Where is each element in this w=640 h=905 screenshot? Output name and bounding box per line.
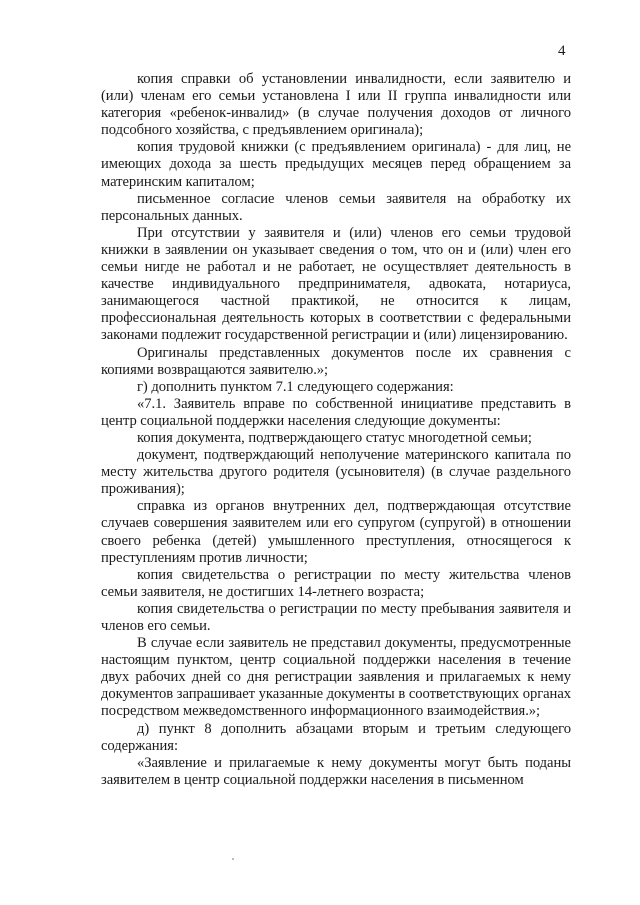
paragraph-item-g: г) дополнить пунктом 7.1 следующего содержания: [137, 378, 454, 395]
paragraph-police-certificate: справка из органов внутренних дел, подтверждающая отсутствие случаев совершения заявителем или его супругом (супругой) в отношении своего ребенка (детей) умышленного преступления, относящегося к преступлениям против личности; [101, 498, 571, 566]
paragraph-residence-registration: копия свидетельства о регистрации по месту жительства членов семьи заявителя, не достигших 14-летнего возраста; [101, 566, 571, 600]
paragraph-disability-certificate: копия справки об установлении инвалидности, если заявителю и (или) членам его семьи установлена I или II группа инвалидности или категория «ребенок-инвалид» (в случае получения доходов от личного подсобного хозяйства, с предъявлением оригинала); [101, 71, 571, 139]
paragraph-consent: письменное согласие членов семьи заявителя на обработку их персональных данных. [101, 190, 571, 224]
document-body [101, 71, 571, 789]
paragraph-absence-of-work-book: При отсутствии у заявителя и (или) членов его семьи трудовой книжки в заявлении он указывает сведения о том, что он и (или) член его семьи нигде не работал и не работает, не осуществляет деятельность в качестве индивидуального предпринимателя, адвоката, нотариуса, занимающегося частной практикой, не относится к лицам, профессиональная деятельность которых в соответствии с федеральными законами подлежит государственной регистрации и (или) лицензированию. [101, 224, 571, 344]
paragraph-application-submission: «Заявление и прилагаемые к нему документы могут быть поданы заявителем в центр социальной поддержки населения в письменном [101, 754, 571, 788]
paragraph-non-receipt-capital: документ, подтверждающий неполучение материнского капитала по месту жительства другого родителя (усыновителя) (в случае раздельного проживания); [101, 447, 571, 498]
paragraph-work-book-copy: копия трудовой книжки (с предъявлением оригинала) - для лиц, не имеющих дохода за шесть предыдущих месяцев перед обращением за материнским капиталом; [101, 139, 571, 190]
paragraph-interagency-request: В случае если заявитель не представил документы, предусмотренные настоящим пунктом, центр социальной поддержки населения в течение двух рабочих дней со дня регистрации заявления и прилагаемых к нему документов запрашивает указанные документы в соответствующих органах посредством межведомственного информационного взаимодействия.»; [101, 635, 571, 720]
scan-speck [232, 858, 234, 860]
paragraph-stay-registration: копия свидетельства о регистрации по месту пребывания заявителя и членов его семьи. [101, 600, 571, 634]
paragraph-large-family-status: копия документа, подтверждающего статус многодетной семьи; [137, 429, 532, 446]
paragraph-item-d: д) пункт 8 дополнить абзацами вторым и третьим следующего содержания: [101, 720, 571, 754]
paragraph-originals-returned: Оригиналы представленных документов после их сравнения с копиями возвращаются заявителю.»; [101, 344, 571, 378]
page-number: 4 [558, 43, 566, 59]
paragraph-7-1-intro: «7.1. Заявитель вправе по собственной инициативе представить в центр социальной поддержки населения следующие документы: [101, 395, 571, 429]
